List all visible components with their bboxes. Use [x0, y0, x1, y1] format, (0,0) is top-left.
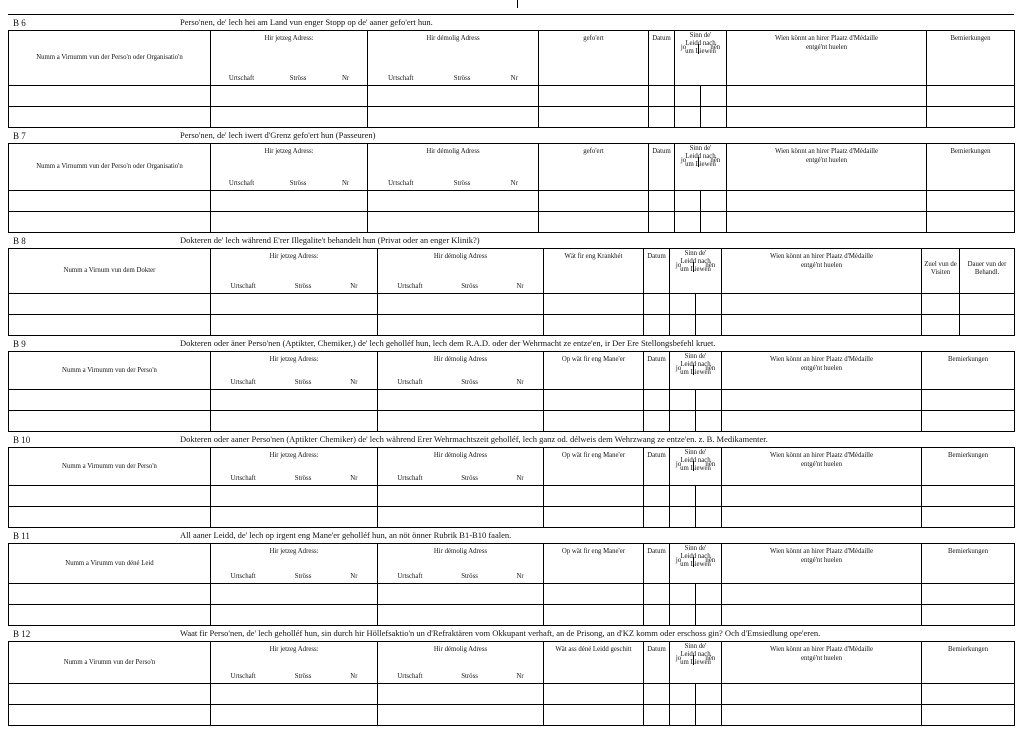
nr-label: Nr	[516, 379, 524, 386]
entry-cell[interactable]	[544, 486, 644, 507]
yes-label: jo	[675, 461, 682, 468]
top-tick-mark	[517, 0, 518, 8]
entry-cell[interactable]	[670, 684, 696, 705]
entry-cell[interactable]	[9, 486, 211, 507]
entry-cell[interactable]	[722, 605, 922, 626]
section-b10	[8, 431, 1014, 528]
street-label: Ströss	[461, 573, 478, 580]
entry-cell[interactable]	[922, 507, 1015, 528]
yes-label: jo	[675, 262, 682, 269]
town-label: Urtschaft	[230, 379, 256, 386]
entry-cell[interactable]	[9, 411, 211, 432]
entry-cell[interactable]	[9, 315, 211, 336]
entry-cell[interactable]	[9, 705, 211, 726]
yes-label: jo	[680, 157, 687, 164]
entry-cell[interactable]	[922, 605, 1015, 626]
section-code: B 10	[13, 435, 31, 445]
section-title: Waat fir Perso'nen, de' lech geholléf hun, sin durch hir Höllefsaktio'n un d'Refraktären vom Okkupant verhaft, an de Prisong, an d'KZ komm oder erschoss gin? Och d'Emsiedlung ope'eren.	[180, 628, 821, 638]
entry-cell[interactable]	[211, 411, 378, 432]
street-label: Ströss	[294, 573, 312, 580]
date-header: Datum	[647, 253, 666, 260]
entry-cell[interactable]	[544, 584, 644, 605]
entry-cell[interactable]	[696, 584, 722, 605]
address-header: Hir démolig Adress	[433, 452, 488, 459]
entry-cell[interactable]	[378, 390, 544, 411]
entry-cell[interactable]	[544, 411, 644, 432]
entry-cell[interactable]	[644, 705, 670, 726]
duration-header: Dauer vun der Behandl.	[967, 261, 1007, 276]
entry-cell[interactable]	[539, 107, 649, 128]
section-b8	[8, 232, 1014, 336]
entry-cell[interactable]	[211, 486, 378, 507]
medal-header: Wien könnt an hirer Plaatz d'Médaille entgé'nt huelen	[769, 548, 874, 564]
entry-cell[interactable]	[211, 390, 378, 411]
entry-cell[interactable]	[368, 191, 539, 212]
town-label: Urtschaft	[388, 180, 414, 187]
entry-cell[interactable]	[9, 390, 211, 411]
entry-cell[interactable]	[922, 411, 1015, 432]
entry-cell[interactable]	[644, 411, 670, 432]
entry-cell[interactable]	[922, 584, 1015, 605]
entry-cell[interactable]	[696, 507, 722, 528]
town-label: Urtschaft	[397, 283, 423, 290]
entry-cell[interactable]	[960, 315, 1015, 336]
town-label: Urtschaft	[230, 573, 256, 580]
entry-cell[interactable]	[722, 486, 922, 507]
entry-cell[interactable]	[696, 705, 722, 726]
entry-cell[interactable]	[211, 107, 368, 128]
nr-label: Nr	[350, 673, 358, 680]
entry-cell[interactable]	[9, 107, 211, 128]
address-header: Hir jetzeg Adress:	[264, 148, 314, 155]
entry-cell[interactable]	[368, 86, 539, 107]
date-header: Datum	[647, 452, 666, 459]
date-header: Datum	[652, 148, 671, 155]
street-label: Ströss	[294, 283, 312, 290]
street-label: Ströss	[294, 673, 312, 680]
entry-cell[interactable]	[644, 507, 670, 528]
entry-cell[interactable]	[211, 584, 378, 605]
no-label: nén	[710, 44, 721, 51]
entry-cell[interactable]	[675, 86, 701, 107]
section-code: B 9	[13, 339, 26, 349]
entry-cell[interactable]	[211, 705, 378, 726]
street-label: Ströss	[289, 75, 307, 82]
entry-cell[interactable]	[696, 684, 722, 705]
entry-cell[interactable]	[211, 294, 378, 315]
entry-cell[interactable]	[9, 294, 211, 315]
entry-cell[interactable]	[649, 107, 675, 128]
entry-cell[interactable]	[670, 486, 696, 507]
entry-cell[interactable]	[670, 315, 696, 336]
section-title: Perso'nen, de' lech iwert d'Grenz gefo'ert hun (Passeuren)	[180, 130, 376, 140]
town-label: Urtschaft	[230, 673, 256, 680]
yes-label: jo	[675, 365, 682, 372]
entry-cell[interactable]	[922, 486, 1015, 507]
entry-cell[interactable]	[670, 411, 696, 432]
entry-cell[interactable]	[378, 705, 544, 726]
entry-cell[interactable]	[722, 584, 922, 605]
entry-cell[interactable]	[727, 212, 927, 233]
street-label: Ströss	[289, 180, 307, 187]
alive-header: Sinn de' Leidd nach um Liewen	[680, 353, 711, 376]
section-code: B 6	[13, 18, 26, 28]
nr-label: Nr	[350, 573, 358, 580]
nr-label: Nr	[350, 475, 358, 482]
remarks-header: Bemierkungen	[950, 35, 991, 42]
entry-cell[interactable]	[544, 507, 644, 528]
street-label: Ströss	[461, 673, 478, 680]
nr-label: Nr	[341, 75, 350, 82]
town-label: Urtschaft	[228, 180, 255, 187]
entry-cell[interactable]	[378, 315, 544, 336]
no-label: nén	[705, 655, 716, 662]
entry-cell[interactable]	[378, 486, 544, 507]
entry-cell[interactable]	[649, 191, 675, 212]
section-code: B 11	[13, 531, 30, 541]
entry-cell[interactable]	[378, 294, 544, 315]
alive-header: Sinn de' Leidd nach um Liewen	[680, 449, 711, 472]
section-b12	[8, 625, 1014, 726]
entry-cell[interactable]	[722, 294, 922, 315]
date-header: Datum	[647, 548, 666, 555]
section-table	[8, 248, 1015, 336]
entry-cell[interactable]	[922, 390, 1015, 411]
entry-cell[interactable]	[211, 191, 368, 212]
section-title: Dokteren de' lech während E'rer Illegalite't behandelt hun (Privat oder an enger Klinik?)	[180, 235, 480, 245]
nr-label: Nr	[516, 673, 524, 680]
section-title: Dokteren oder aaner Perso'nen (Aptikter Chemiker) de' lech während Erer Wehrmachtszeit geholléf, lech ganz od. délweis dem Wehrzwang ze entze'en. z. B. Medikamenter.	[180, 434, 768, 444]
entry-cell[interactable]	[644, 315, 670, 336]
town-label: Urtschaft	[230, 283, 256, 290]
entry-cell[interactable]	[927, 107, 1015, 128]
alive-header: Sinn de' Leidd nach um Liewen	[685, 32, 716, 55]
manner-header: Wät fir eng Krankhét	[564, 253, 623, 260]
remarks-header: Bemierkungen	[948, 356, 989, 363]
town-label: Urtschaft	[388, 75, 414, 82]
entry-cell[interactable]	[701, 212, 727, 233]
nr-label: Nr	[516, 283, 524, 290]
section-b9	[8, 335, 1014, 432]
entry-cell[interactable]	[675, 212, 701, 233]
section-code: B 8	[13, 236, 26, 246]
section-b11	[8, 527, 1014, 626]
no-label: nén	[705, 461, 716, 468]
town-label: Urtschaft	[397, 673, 423, 680]
entry-cell[interactable]	[539, 86, 649, 107]
section-code: B 12	[13, 629, 31, 639]
entry-cell[interactable]	[544, 315, 644, 336]
street-label: Ströss	[453, 75, 471, 82]
medal-header: Wien könnt an hirer Plaatz d'Médaille entgé'nt huelen	[774, 35, 879, 51]
entry-cell[interactable]	[211, 212, 368, 233]
remarks-header: Bemierkungen	[950, 148, 991, 155]
remarks-header: Bemierkungen	[948, 646, 989, 653]
street-label: Ströss	[461, 475, 478, 482]
yes-label: jo	[680, 44, 687, 51]
entry-cell[interactable]	[696, 486, 722, 507]
alive-header: Sinn de' Leidd nach um Liewen	[680, 250, 711, 273]
name-column-header: Numm a Virnumm vun der Perso'n	[62, 462, 157, 470]
entry-cell[interactable]	[9, 605, 211, 626]
medal-header: Wien könnt an hirer Plaatz d'Médaille entgé'nt huelen	[769, 646, 874, 662]
entry-cell[interactable]	[211, 684, 378, 705]
address-header: Hir jetzeg Adress:	[269, 646, 319, 653]
entry-cell[interactable]	[727, 107, 927, 128]
town-label: Urtschaft	[230, 475, 256, 482]
name-column-header: Numm a Virumm vun der Perso'n	[63, 658, 156, 666]
entry-cell[interactable]	[378, 507, 544, 528]
street-label: Ströss	[294, 379, 312, 386]
entry-cell[interactable]	[922, 315, 960, 336]
name-column-header: Numm a Virnumm vun der Perso'n oder Organisatio'n	[36, 163, 183, 170]
entry-cell[interactable]	[927, 212, 1015, 233]
entry-cell[interactable]	[544, 294, 644, 315]
name-column-header: Numm a Virnum vun dem Dokter	[63, 267, 156, 274]
entry-cell[interactable]	[539, 191, 649, 212]
entry-cell[interactable]	[539, 212, 649, 233]
entry-cell[interactable]	[696, 411, 722, 432]
address-header: Hir démolig Adress	[433, 253, 488, 260]
entry-cell[interactable]	[727, 191, 927, 212]
no-label: nén	[705, 365, 716, 372]
entry-cell[interactable]	[211, 315, 378, 336]
nr-label: Nr	[510, 180, 518, 187]
address-header: Hir jetzeg Adress:	[269, 253, 319, 260]
name-column-header: Numm a Virumm vun déné Leid	[65, 559, 154, 567]
entry-cell[interactable]	[378, 411, 544, 432]
alive-header: Sinn de' Leidd nach um Liewen	[680, 545, 711, 568]
entry-cell[interactable]	[378, 684, 544, 705]
nr-label: Nr	[510, 75, 518, 82]
visits-header: Zuel vun de Visiten	[924, 261, 957, 276]
entry-cell[interactable]	[644, 684, 670, 705]
entry-cell[interactable]	[927, 86, 1015, 107]
section-b6	[8, 14, 1014, 128]
entry-cell[interactable]	[649, 212, 675, 233]
section-code: B 7	[13, 131, 26, 141]
manner-header: Op wät fir eng Mane'er	[561, 452, 626, 459]
no-label: nén	[705, 557, 716, 564]
town-label: Urtschaft	[397, 379, 423, 386]
address-header: Hir jetzeg Adress:	[269, 356, 319, 363]
entry-cell[interactable]	[675, 191, 701, 212]
medal-header: Wien könnt an hirer Plaatz d'Médaille entgé'nt huelen	[769, 253, 874, 269]
entry-cell[interactable]	[378, 584, 544, 605]
entry-cell[interactable]	[544, 705, 644, 726]
alive-header: Sinn de' Leidd nach um Liewen	[680, 643, 711, 666]
entry-cell[interactable]	[722, 507, 922, 528]
street-label: Ströss	[453, 180, 471, 187]
entry-cell[interactable]	[670, 294, 696, 315]
town-label: Urtschaft	[228, 75, 255, 82]
section-table	[8, 543, 1015, 626]
date-header: Datum	[652, 35, 671, 42]
entry-cell[interactable]	[644, 294, 670, 315]
manner-header: Op wät fir eng Mane'er	[561, 356, 626, 363]
nr-label: Nr	[341, 180, 350, 187]
entry-cell[interactable]	[927, 191, 1015, 212]
section-title: Perso'nen, de' lech hei am Land vun enger Stopp op de' aaner gefo'ert hun.	[180, 17, 433, 27]
entry-cell[interactable]	[722, 315, 922, 336]
entry-cell[interactable]	[727, 86, 927, 107]
nr-label: Nr	[516, 475, 524, 482]
address-header: Hir démolig Adress	[426, 35, 480, 42]
no-label: nén	[710, 157, 721, 164]
section-title: All aaner Leidd, de' lech op irgent eng Mane'er geholléf hun, an nöt önner Rubrik B1-B10 faalen.	[180, 530, 512, 540]
entry-cell[interactable]	[368, 107, 539, 128]
entry-cell[interactable]	[696, 605, 722, 626]
entry-cell[interactable]	[211, 86, 368, 107]
yes-label: jo	[675, 557, 682, 564]
entry-cell[interactable]	[670, 705, 696, 726]
entry-cell[interactable]	[701, 107, 727, 128]
section-table	[8, 447, 1015, 528]
remarks-header: Bemierkungen	[948, 452, 989, 459]
entry-cell[interactable]	[722, 390, 922, 411]
date-header: Datum	[647, 356, 666, 363]
entry-cell[interactable]	[649, 86, 675, 107]
entry-cell[interactable]	[9, 86, 211, 107]
entry-cell[interactable]	[644, 390, 670, 411]
entry-cell[interactable]	[922, 705, 1015, 726]
entry-cell[interactable]	[675, 107, 701, 128]
nr-label: Nr	[350, 283, 358, 290]
entry-cell[interactable]	[722, 705, 922, 726]
street-label: Ströss	[294, 475, 312, 482]
nr-label: Nr	[350, 379, 358, 386]
entry-cell[interactable]	[9, 191, 211, 212]
medal-header: Wien könnt an hirer Plaatz d'Médaille entgé'nt huelen	[769, 452, 874, 468]
entry-cell[interactable]	[544, 684, 644, 705]
entry-cell[interactable]	[544, 605, 644, 626]
entry-cell[interactable]	[211, 507, 378, 528]
medal-header: Wien könnt an hirer Plaatz d'Médaille entgé'nt huelen	[774, 148, 879, 164]
manner-header: Op wät fir eng Mane'er	[561, 548, 626, 555]
entry-cell[interactable]	[670, 390, 696, 411]
alive-header: Sinn de' Leidd nach um Liewen	[685, 145, 716, 168]
manner-header: Wät ass déné Leidd geschitt	[555, 646, 632, 653]
entry-cell[interactable]	[701, 191, 727, 212]
entry-cell[interactable]	[644, 584, 670, 605]
address-header: Hir démolig Adress	[426, 148, 480, 155]
name-column-header: Numm a Virnumm vun der Perso'n oder Organisatio'n	[36, 54, 183, 61]
nr-label: Nr	[516, 573, 524, 580]
entry-cell[interactable]	[9, 584, 211, 605]
yes-label: jo	[675, 655, 682, 662]
entry-cell[interactable]	[696, 315, 722, 336]
entry-cell[interactable]	[701, 86, 727, 107]
street-label: Ströss	[461, 379, 478, 386]
entry-cell[interactable]	[9, 507, 211, 528]
section-title: Dokteren oder äner Perso'nen (Aptikter, Chemiker,) de' lech geholléf hun, lech dem R.A.D. oder der Wehrmacht ze entze'en, ir Der Ere Stellongsbefehl kruet.	[180, 338, 716, 348]
entry-cell[interactable]	[644, 605, 670, 626]
street-label: Ströss	[461, 283, 478, 290]
entry-cell[interactable]	[670, 605, 696, 626]
entry-cell[interactable]	[9, 212, 211, 233]
address-header: Hir jetzeg Adress:	[269, 548, 319, 555]
section-b7	[8, 127, 1014, 233]
led-header: gefo'ert	[583, 148, 604, 155]
address-header: Hir démolig Adress	[433, 548, 488, 555]
section-table	[8, 143, 1015, 233]
town-label: Urtschaft	[397, 573, 423, 580]
entry-cell[interactable]	[722, 411, 922, 432]
section-table	[8, 641, 1015, 726]
medal-header: Wien könnt an hirer Plaatz d'Médaille entgé'nt huelen	[769, 356, 874, 372]
entry-cell[interactable]	[922, 684, 1015, 705]
remarks-header: Bemierkungen	[948, 548, 989, 555]
entry-cell[interactable]	[211, 605, 378, 626]
date-header: Datum	[647, 646, 666, 653]
entry-cell[interactable]	[696, 294, 722, 315]
address-header: Hir démolig Adress	[433, 356, 488, 363]
name-column-header: Numm a Virnumm vun der Perso'n	[62, 366, 157, 374]
entry-cell[interactable]	[368, 212, 539, 233]
section-table	[8, 30, 1015, 128]
section-table	[8, 351, 1015, 432]
entry-cell[interactable]	[960, 294, 1015, 315]
entry-cell[interactable]	[922, 294, 960, 315]
address-header: Hir jetzeg Adress:	[269, 452, 319, 459]
town-label: Urtschaft	[397, 475, 423, 482]
led-header: gefo'ert	[583, 35, 604, 42]
entry-cell[interactable]	[670, 507, 696, 528]
entry-cell[interactable]	[9, 684, 211, 705]
address-header: Hir jetzeg Adress:	[264, 35, 314, 42]
entry-cell[interactable]	[696, 390, 722, 411]
no-label: nén	[705, 262, 716, 269]
entry-cell[interactable]	[544, 390, 644, 411]
address-header: Hir démolig Adress	[433, 646, 488, 653]
entry-cell[interactable]	[722, 684, 922, 705]
entry-cell[interactable]	[644, 486, 670, 507]
entry-cell[interactable]	[670, 584, 696, 605]
entry-cell[interactable]	[378, 605, 544, 626]
